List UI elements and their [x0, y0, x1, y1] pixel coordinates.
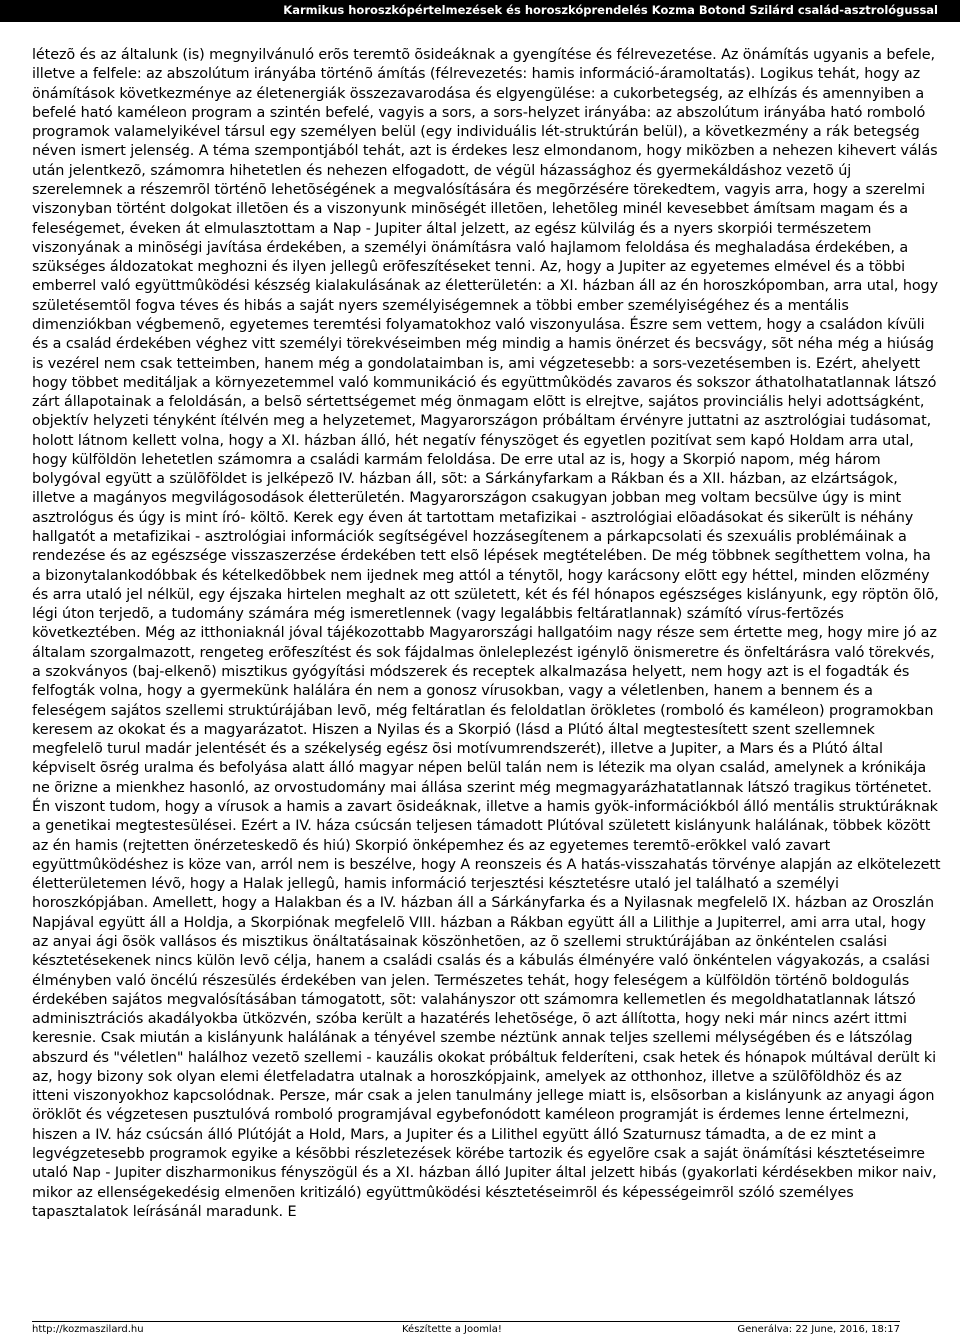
site-title: Karmikus horoszkópértelmezések és horoszkóprendelés Kozma Botond Szilárd család-asztrológussal: [283, 3, 938, 17]
page-footer: [32, 1321, 900, 1336]
footer-site-url[interactable]: http://kozmaszilard.hu: [32, 1324, 144, 1335]
article-text: létezõ és az általunk (is) megnyilvánuló erõs teremtõ õsideáknak a gyengítése és félrevezetése. Az önámítás ugyanis a befele, illetve a felfele: az abszolútum irányába történõ ámítás (félrevezetés: hamis információ-áramoltatás). Logikus tehát, hogy az önámítások következménye az életenergiák összezavarodása és elgyengülése: a cukorbetegség, az elhízás és amennyiben a befelé ható kaméleon program a szintén befelé, vagyis a sors, a sors-helyzet irányába: az abszolútum irányába ható romboló programok valamelyikével társul egy személyen belül (egy individuális lét-struktúrán belül), a következmény a rák betegség néven ismert jelenség. A téma szempontjából tehát, azt is érdekes lesz elmondanom, hogy miközben a nehezen kihevert válás után jelentkezõ, számomra hihetetlen és nehezen elfogadott, de végül házassághoz és gyermekáldáshoz vezetõ új szerelemnek a részemrõl történõ lehetõségének a megvalósítására és megõrzésére törekedtem, vagyis arra, hogy a szerelmi viszonyban történt dolgokat illetõen és a viszonyunk minõségét illetõen, lehetõleg minél kevesebbet ámítsam magam és a feleségemet, éveken át elmulasztottam a Nap - Jupiter által jelzett, az egész külvilág és a nyers skorpiói természetem viszonyának a minõségi javítása érdekében, a személyi önámításra való hajlamom feloldása és meghaladása érdekében, a szükséges áldozatokat meghozni és ilyen jellegû erõfeszítéseket tenni. Az, hogy a Jupiter az egyetemes elmével és a többi emberrel való együttmûködési készség kialakulásának az életterületén: a XI. házban áll az én horoszkópomban, arra utal, hogy születésemtõl fogva téves és hibás a saját nyers személyiségemnek a többi ember személyiségéhez és a mentális dimenziókban végbemenõ, egyetemes teremtési folyamatokhoz való viszonyulása. Észre sem vettem, hogy a családon kívüli és a család érdekében véghez vitt személyi törekvéseimben még mindig a hamis önérzet és becsvágy, sõt néha még a hiúság is vezérel nem csak tetteimben, hanem még a gondolataimban is, ami végzetesebb: a sors-vezetésemben is. Ezért, ahelyett hogy többet meditáljak a környezetemmel való kommunikáció és együttmûködés zavaros és sokszor áthatolhatatlannak látszó zárt állapotainak a feloldásán, a belsõ sértettségemet még önmagam elõtt is elrejtve, sajátos provinciális helyi adottságként, objektív helyzeti tényként ítélvén meg a helyzetemet, Magyarországon próbáltam érvényre juttatni az asztrológiai tudásomat, holott látnom kellett volna, hogy a XI. házban álló, hét negatív fényszöget és egyetlen pozitívat sem kapó Holdam arra utal, hogy külföldön lehetetlen számomra a családi karmám feloldása. De erre utal az is, hogy a Skorpió napom, még három bolygóval együtt a szülõföldet is jelképezõ IV. házban áll, sõt: a Sárkányfarkam a Rákban és a XII. házban, az elzártságok, illetve a magányos megvilágosodások életterületén. Magyarországon csakugyan jobban meg voltam becsülve úgy is mint asztrológus és úgy is mint író- költõ. Kerek egy éven át tartottam metafizikai - asztrológiai elõadásokat és sikerült is néhány hallgatót a metafizikai - asztrológiai információk segítségével hozzásegítenem a párkapcsolati és szexuális problémáinak a rendezése és az egészsége visszaszerzése érdekében tett elsõ lépések megtételében. De még többnek segíthettem volna, ha a bizonytalankodóbbak és kételkedõbbek nem ijednek meg attól a ténytõl, hogy karácsony elõtt egy héttel, minden elõzmény és arra utaló jel nélkül, egy éjszaka hirtelen meghalt az ott született, két és fél hónapos egészséges kislányunk, egy röptön õlõ, légi úton terjedõ, a tudomány számára még ismeretlennek (vagy legalábbis feltáratlannak) számító vírus-fertõzés következtében. Még az itthoniaknál jóval tájékozottabb Magyarországi hallgatóim nagy része sem értette meg, hogy mire jó az általam szorgalmazott, rengeteg erõfeszítést és sok fájdalmas önleleplezést igénylõ önismeretre és önfeltárásra való törekvés, a szokványos (baj-elkenõ) misztikus gyógyítási módszerek és receptek alkalmazása helyett, nem hogy azt is el fogadták és felfogták volna, hogy a gyermekünk halálára én nem a gonosz vírusokban, vagy a véletlenben, hanem a bennem és a feleségem sajátos szellemi struktúrájában levõ, még feltáratlan és feloldatlan örökletes (romboló és kaméleon) programokban keresem az okokat és a magyarázatot. Hiszen a Nyilas és a Skorpió (lásd a Plútó által megtestesített szent szellemnek megfelelõ turul madár jelentését és a székelység egész õsi motívumrendszerét), illetve a Jupiter, a Mars és a Plútó által képviselt õsrég uralma és befolyása alatt álló magyar népen belül talán nem is létezik ma olyan család, amelynek a krónikája ne õrizne a mienkhez hasonló, az orvostudomány mai állása szerint még megmagyarázhatatlannak látszó tragikus történetet. Én viszont tudom, hogy a vírusok a hamis a zavart õsideáknak, illetve a hamis gyök-információkból álló mentális struktúráknak a genetikai megtestesülései. Ezért a IV. háza csúcsán teljesen támadott Plútóval született kislányunk halálának, többek között az én hamis (rejtetten önérzeteskedõ és hiú) Skorpió önképemhez és az egyetemes teremtõ-erõkkel való zavart együttmûködéshez is köze van, arról nem is beszélve, hogy A reonszeis és A hatás-visszahatás törvénye alapján az elkötelezett életterületemen lévõ, hogy a Halak jellegû, hamis információ terjesztési késztetésre utaló jel található a személyi horoszkópjában. Amellett, hogy a Halakban és a IV. házban áll a Sárkányfarka és a Nyilasnak megfelelõ IX. házban az Oroszlán Napjával együtt áll a Holdja, a Skorpiónak megfelelõ VIII. házban a Rákban együtt áll a Lilithje a Jupiterrel, ami arra utal, hogy az anyai ági õsök vallásos és misztikus önáltatásainak köszönhetõen, az õ szellemi struktúrájában az önkéntelen csalási késztetésekenek nincs külön levõ célja, hanem a családi csalás és a kábulás élményére való önkéntelen vágyakozás, a csalási élményben való öncélú részesülés érdekében van jelen. Természetes tehát, hogy feleségem a külföldön történõ boldogulás érdekében sajátos megvalósításában támogatott, sõt: valahányszor ott számomra kellemetlen és megoldhatatlannak látszó adminisztrációs akadályokba ütközvén, szóba került a hazatérés lehetõsége, õ azt állította, hogy neki már nincs azért ittmi keresnie. Csak miután a kislányunk halálának a tényével szembe néztünk annak teljes szellemi mélységében és e látszólag abszurd és "véletlen" halálhoz vezetõ szellemi - kauzális okokat próbáltuk felderíteni, csak hetek és hónapok múltával derült ki az, hogy bizony sok olyan elemi életfeladatra utalnak a horoszkópjaink, amelyek az otthonhoz, illetve a szülõföldhöz és az itteni viszonyokhoz kapcsolódnak. Persze, már csak a jelen tanulmány jellege miatt is, elsõsorban a kislányunk az anyagi ágon öröklõt és végzetesen pusztulóvá romboló programjával egybefonódott kaméleon programját is érdemes lenne értelmezni, hiszen a IV. ház csúcsán álló Plútóját a Hold, Mars, a Jupiter és a Lilithel együtt álló Szaturnusz támadta, a de ez mint a legvégzetesebb programok egyike a késõbbi részletezések körébe tartozik és egyelõre csak a saját önámítási késztetéseimre utaló Nap - Jupiter diszharmonikus fényszögül és a XI. házban álló Jupiter által jelzett hibás (gyakorlati kérdésekben mikor naiv, mikor az ellenségekedésig elmenõen kritizáló) együttmûködési késztetéseimrõl és képességeimrõl szóló személyes tapasztalatok leírásánál maradunk. E: [32, 47, 941, 1220]
header-bar: [0, 0, 960, 22]
article-body: [32, 46, 942, 1316]
footer-generator-credit: Készítette a Joomla!: [402, 1324, 502, 1335]
footer-generated-date: Generálva: 22 June, 2016, 18:17: [737, 1324, 900, 1335]
